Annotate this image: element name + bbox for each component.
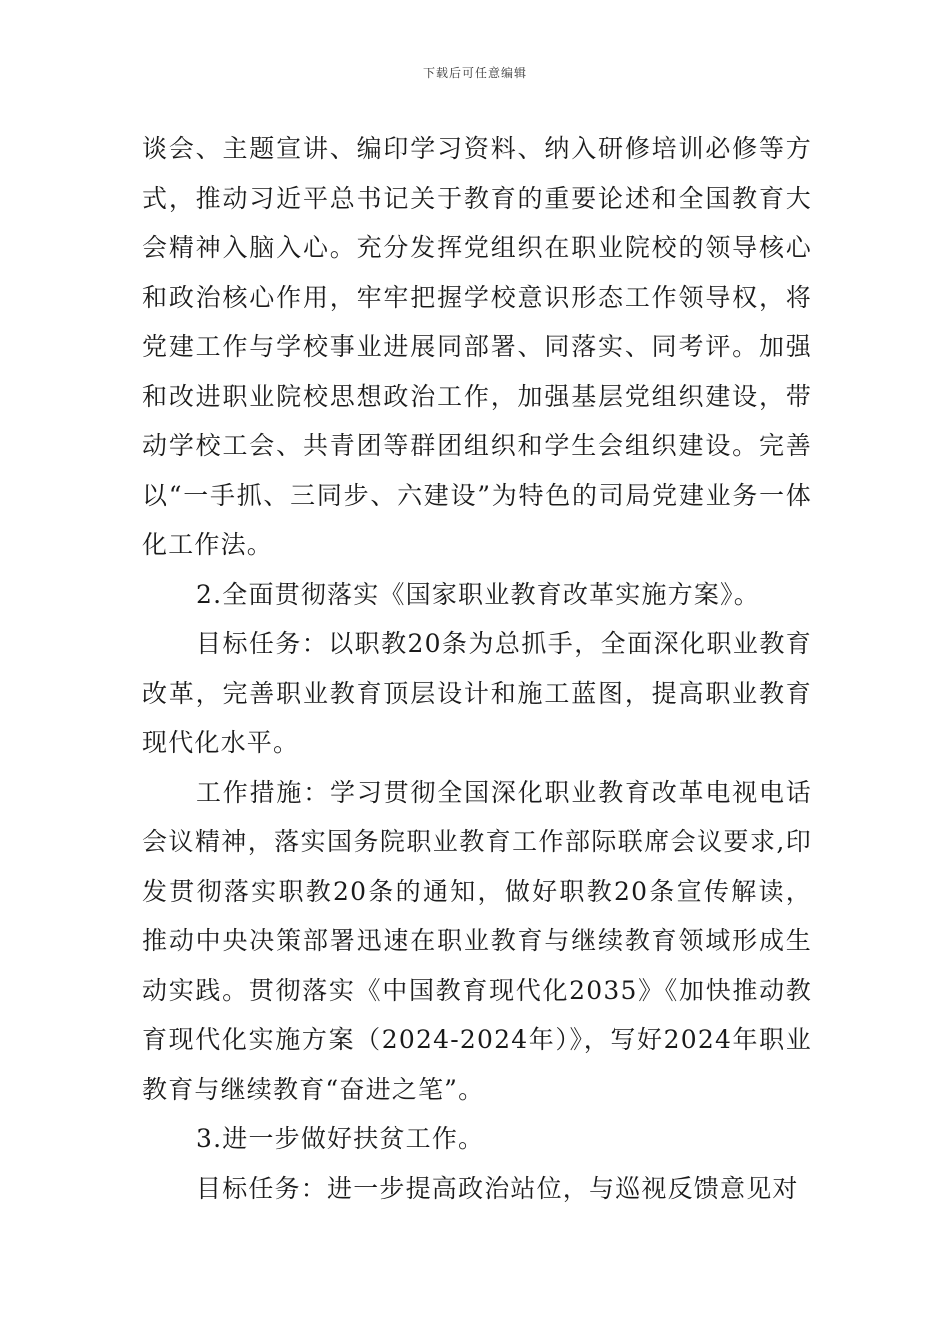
page-header: 下载后可任意编辑: [422, 66, 527, 80]
document-body: [142, 124, 812, 1213]
paragraph-reform-goals: 目标任务：以职教20条为总抓手，全面深化职业教育改革，完善职业教育顶层设计和施工蓝图，提高职业教育现代化水平。: [142, 629, 812, 757]
section-heading-poverty-alleviation: 3.进一步做好扶贫工作。: [196, 1124, 485, 1153]
paragraph-party-building-continued: 谈会、主题宣讲、编印学习资料、纳入研修培训必修等方式，推动习近平总书记关于教育的重要论述和全国教育大会精神入脑入心。充分发挥党组织在职业院校的领导核心和政治核心作用，牢牢把握学校意识形态工作领导权，将党建工作与学校事业进展同部署、同落实、同考评。加强和改进职业院校思想政治工作，加强基层党组织建设，带动学校工会、共青团等群团组织和学生会组织建设。完善以“一手抓、三同步、六建设”为特色的司局党建业务一体化工作法。: [142, 134, 812, 559]
paragraph-poverty-goals: 目标任务：进一步提高政治站位，与巡视反馈意见对: [196, 1173, 799, 1203]
section-heading-vocational-reform: 2.全面贯彻落实《国家职业教育改革实施方案》。: [196, 579, 760, 609]
paragraph-reform-measures: 工作措施：学习贯彻全国深化职业教育改革电视电话会议精神，落实国务院职业教育工作部际联席会议要求,印发贯彻落实职教20条的通知，做好职教20条宣传解读，推动中央决策部署迅速在职业教育与继续教育领域形成生动实践。贯彻落实《中国教育现代化2035》《加快推动教育现代化实施方案（2024-2024年）》，写好2024年职业教育与继续教育“奋进之笔”。: [142, 777, 812, 1104]
